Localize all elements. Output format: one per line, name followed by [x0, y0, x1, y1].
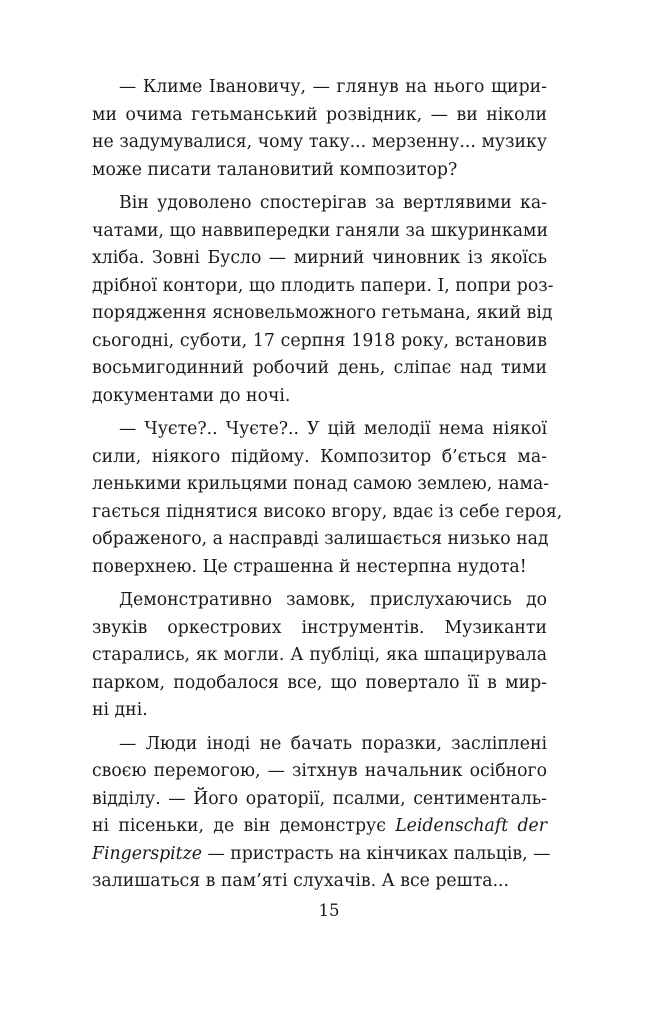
text-line: гається піднятися високо вгору, вдає із себе героя,	[92, 501, 563, 522]
text-line: своєю перемогою, — зітхнув начальник осібного	[92, 761, 547, 781]
text-line	[92, 841, 551, 869]
paragraph	[92, 587, 547, 725]
paragraph	[92, 74, 547, 184]
paragraph	[92, 416, 563, 581]
book-page-text	[92, 74, 563, 896]
text-line: старались, як могли. А публіці, яка шпацирувала	[92, 645, 547, 665]
text-line: парком, подобалося все, що повертало її в мир-	[92, 672, 547, 693]
text-run: — пристрасть на кінчиках пальців, —	[207, 843, 551, 864]
paragraph	[92, 731, 551, 896]
text-line: не задумувалися, чому таку... мерзенну... музику	[92, 132, 547, 152]
italic-phrase: Leidenschaft der	[395, 816, 548, 836]
text-line: — Климе Івановичу, — глянув на нього щири-	[119, 77, 547, 97]
text-line: відділу. — Його ораторії, псалми, сентименталь-	[92, 788, 547, 809]
text-line: дрібної контори, що плодить папери. І, попри роз-	[92, 275, 554, 296]
text-line: ленькими крильцями понад самою землею, нама-	[92, 474, 550, 494]
text-line: Демонстративно замовк, прислухаючись до	[119, 590, 547, 610]
text-line: хліба. Зовні Бусло — мирний чиновник із якоїсь	[92, 248, 547, 268]
text-line: сьогодні, суботи, 17 серпня 1918 року, встановив	[92, 330, 547, 351]
text-line: Він удоволено спостерігав за вертлявими ка-	[119, 193, 547, 213]
text-line: порядження ясновельможного гетьмана, який від	[92, 303, 553, 323]
italic-phrase: Fingerspitze	[92, 843, 202, 864]
paragraph	[92, 190, 554, 410]
text-line: залишаться в пам’яті слухачів. А все решта...	[92, 871, 510, 891]
text-line: чатами, що наввипередки ганяли за шкуринками	[92, 220, 548, 241]
text-run: ні пісеньки, де він демонструє	[92, 816, 386, 836]
page-number: 15	[318, 901, 340, 920]
text-line: може писати талановитий композитор?	[92, 159, 458, 180]
text-line: поверхнею. Це страшенна й нестерпна нудота!	[92, 556, 527, 577]
text-line: — Чуєте?.. Чуєте?.. У цій мелодії нема ніякої	[119, 419, 547, 439]
text-line: ні дні.	[92, 700, 148, 720]
text-line: ображеного, а насправді залишається низько над	[92, 529, 549, 549]
text-line: восьмигодинний робочий день, сліпає над тими	[92, 358, 547, 378]
text-line: сили, ніякого підйому. Композитор б’ється ма-	[92, 446, 547, 467]
text-line: — Люди іноді не бачать поразки, засліплені	[119, 733, 547, 754]
text-line	[92, 813, 547, 841]
text-line: звуків оркестрових інструментів. Музиканти	[92, 617, 547, 638]
text-line: документами до ночі.	[92, 385, 291, 406]
text-line: ми очима гетьманський розвідник, — ви ніколи	[92, 104, 547, 125]
